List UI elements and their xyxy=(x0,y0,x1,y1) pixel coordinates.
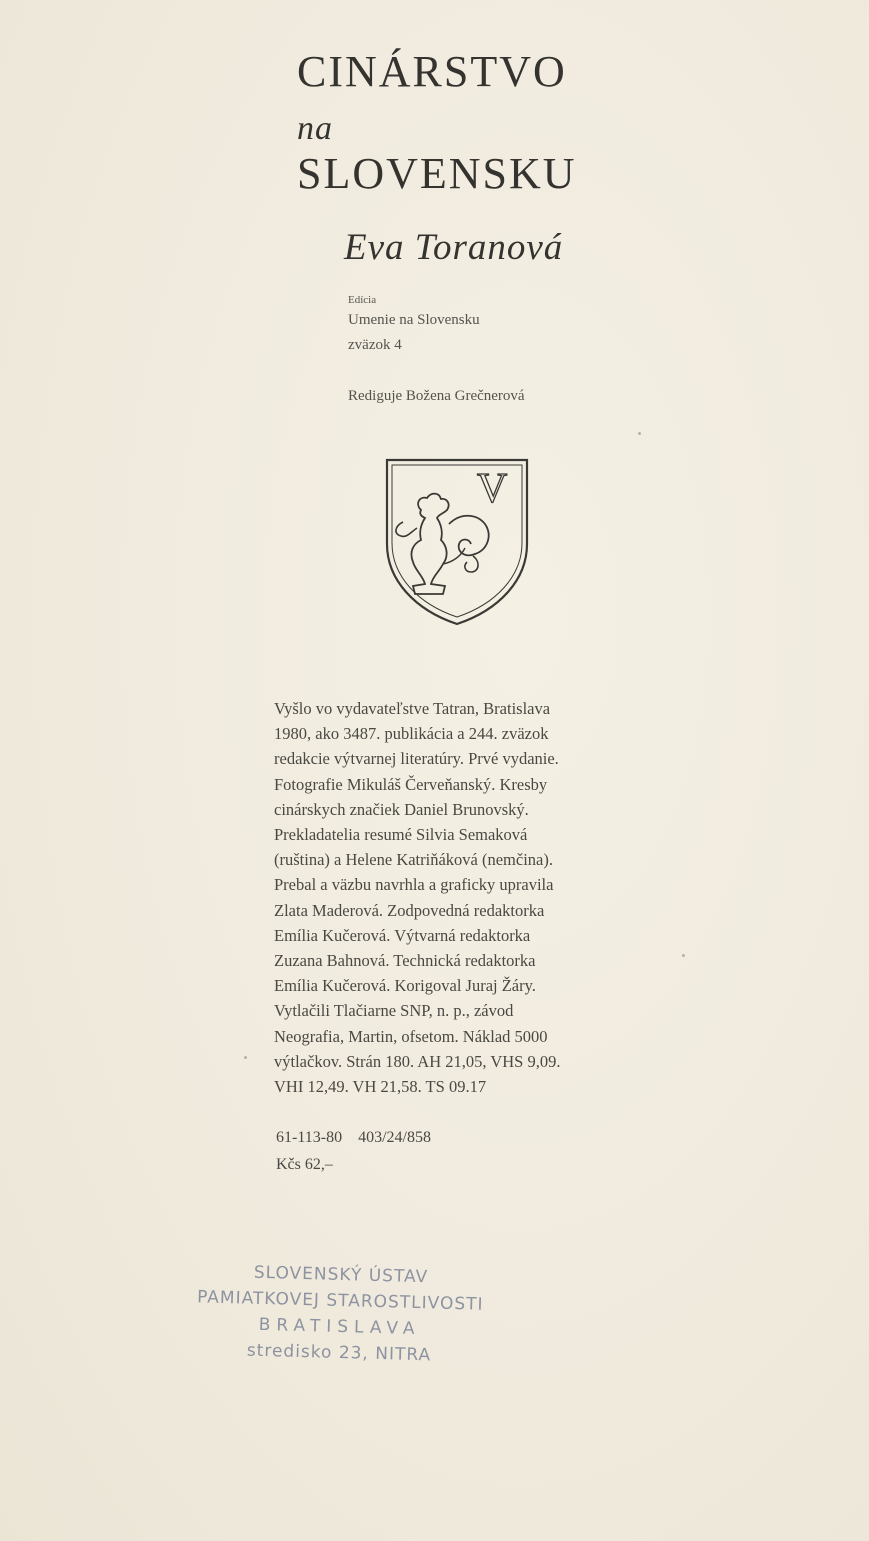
paper-speck xyxy=(682,954,685,957)
imprint-line: cinárskych značiek Daniel Brunovský. xyxy=(274,799,529,819)
book-title-line-2: na xyxy=(297,110,333,147)
imprint-line: výtlačkov. Strán 180. AH 21,05, VHS 9,09. xyxy=(274,1051,561,1071)
imprint-line: Vyšlo vo vydavateľstve Tatran, Bratislava xyxy=(274,699,551,718)
library-stamp xyxy=(179,1258,502,1370)
emblem-letter: V xyxy=(477,466,508,512)
book-title-line-3: SLOVENSKU xyxy=(297,149,577,198)
imprint-line: Emília Kučerová. Výtvarná redaktorka xyxy=(274,925,531,945)
stamp-line-4: stredisko 23, NITRA xyxy=(246,1340,432,1366)
catalog-number: 61-113-80 403/24/858 xyxy=(276,1129,431,1146)
catalog-codes xyxy=(276,1124,431,1178)
price: Kčs 62,– xyxy=(276,1156,333,1173)
stamp-line-2: PAMIATKOVEJ STAROSTLIVOSTI xyxy=(196,1287,484,1315)
publisher-emblem-icon xyxy=(381,452,533,630)
series-name: Umenie na Slovensku xyxy=(348,312,480,328)
series-volume: zväzok 4 xyxy=(348,337,402,353)
imprint-line: 1980, ako 3487. publikácia a 244. zväzok xyxy=(274,724,549,744)
imprint-line: (ruština) a Helene Katriňáková (nemčina). xyxy=(274,850,553,870)
series-info xyxy=(348,292,480,358)
imprint-line: Emília Kučerová. Korigoval Juraj Žáry. xyxy=(274,976,536,996)
paper-speck xyxy=(638,432,641,435)
imprint-line: Prekladatelia resumé Silvia Semaková xyxy=(274,825,528,845)
imprint-line: Vytlačili Tlačiarne SNP, n. p., závod xyxy=(274,1001,514,1021)
series-label: Edícia xyxy=(348,294,377,306)
imprint-line: Zlata Maderová. Zodpovedná redaktorka xyxy=(274,900,545,920)
imprint-line: Prebal a väzbu navrhla a graficky upravila xyxy=(274,875,554,895)
book-title-line-1: CINÁRSTVO xyxy=(297,47,567,96)
editor-credit: Rediguje Božena Grečnerová xyxy=(348,388,525,404)
imprint-line: redakcie výtvarnej literatúry. Prvé vydanie. xyxy=(274,749,559,769)
imprint-line: Neografia, Martin, ofsetom. Náklad 5000 xyxy=(274,1026,548,1046)
imprint-line: Zuzana Bahnová. Technická redaktorka xyxy=(274,951,536,971)
author-name: Eva Toranová xyxy=(344,227,564,268)
imprint-line: VHI 12,49. VH 21,58. TS 09.17 xyxy=(274,1077,487,1097)
imprint-block xyxy=(274,696,654,1099)
imprint-line: Fotografie Mikuláš Červeňanský. Kresby xyxy=(274,774,548,794)
stamp-line-1: SLOVENSKÝ ÚSTAV xyxy=(253,1262,429,1288)
paper-speck xyxy=(244,1056,247,1059)
stamp-line-3: BRATISLAVA xyxy=(258,1314,421,1340)
